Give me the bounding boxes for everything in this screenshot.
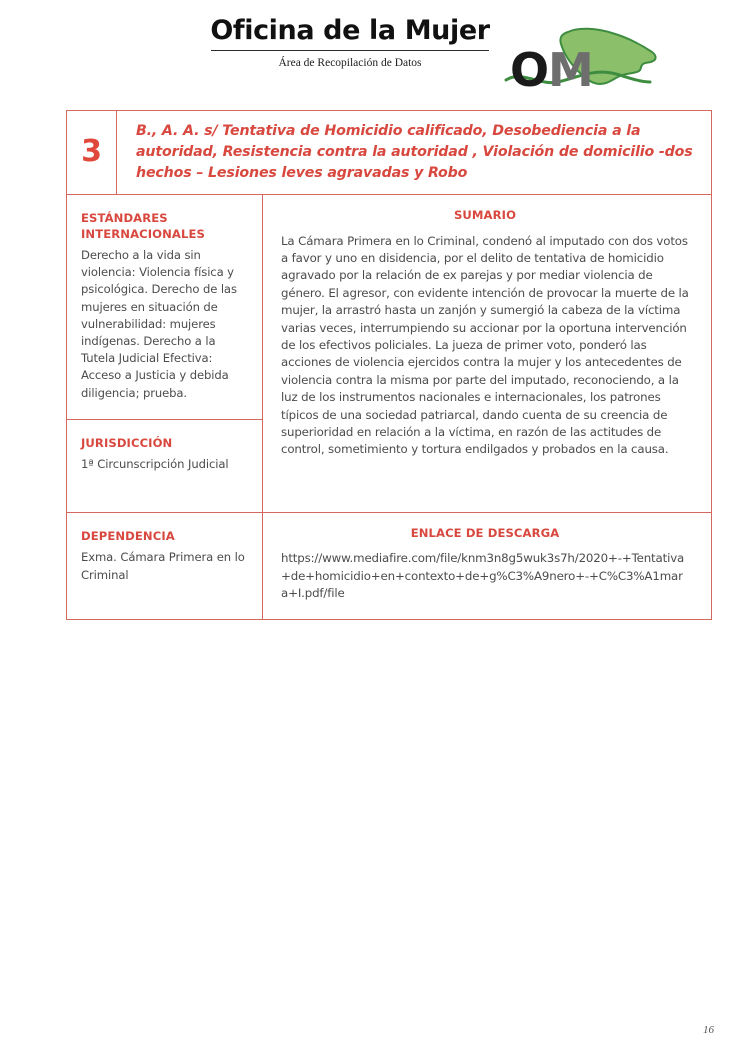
case-title: B., A. A. s/ Tentativa de Homicidio calificado, Desobediencia a la autoridad, Resistencia contra la autoridad , Violación de domicilio -dos hechos – Lesiones leves agravadas y Robo: [136, 123, 693, 181]
case-number: 3: [81, 133, 102, 169]
cell-jurisdiccion: [67, 420, 263, 512]
download-link[interactable]: https://www.mediafire.com/file/knm3n8g5wuk3s7h/2020+-+Tentativa+de+homicidio+en+contexto+de+g%C3%A9nero+-+C%C3%A1mara+I.pdf/file: [281, 551, 685, 601]
sumario-heading: SUMARIO: [453, 208, 517, 222]
jurisdiccion-heading: JURISDICCIÓN: [81, 435, 173, 450]
jurisdiccion-body: 1ª Circunscripción Judicial: [81, 457, 229, 472]
case-record-card: [66, 110, 712, 620]
logo-letter-o: O: [510, 43, 550, 96]
estandares-body: Derecho a la vida sin violencia: Violencia física y psicológica. Derecho de las mujeres en situación de vulnerabilidad: mujeres indígenas. Derecho a la Tutela Judicial Efectiva: Acceso a Justicia y debida diligencia; prueba.: [81, 248, 237, 400]
organization-title: Oficina de la Mujer: [210, 15, 490, 46]
enlace-descarga-heading: ENLACE DE DESCARGA: [410, 525, 560, 540]
masthead-text-block: [205, 14, 495, 71]
om-logo: [500, 24, 660, 96]
cell-sumario: [263, 195, 711, 512]
estandares-heading: ESTÁNDARES INTERNACIONALES: [81, 211, 205, 241]
page-number: 16: [703, 1024, 714, 1036]
sumario-body: La Cámara Primera en lo Criminal, condenó al imputado con dos votos a favor y uno en disidencia, por el delito de tentativa de homicidio agravado por la relación de ex parejas y por mediar violencia de género. El agresor, con evidente intención de provocar la muerte de la mujer, la arrastró hasta un zanjón y sumergió la cabeza de la víctima varias veces, interrumpiendo su accionar por la oportuna intervención de los efectivos policiales. La jueza de primer voto, ponderó las acciones de violencia ejercidos contra la mujer y los antecedentes de violencia contra la misma por parte del imputado, reconociendo, a la luz de los instrumentos nacionales e internacionales, los patrones típicos de una sociedad patriarcal, dando cuenta de su creencia de superioridad en relación a la víctima, en razón de las actitudes de control, sometimiento y tortura endilgados y probados en la causa.: [281, 233, 689, 457]
cell-estandares-internacionales: [67, 195, 263, 420]
organization-subtitle: Área de Recopilación de Datos: [278, 57, 422, 69]
dependencia-heading: DEPENDENCIA: [81, 528, 175, 543]
logo-letter-m: M: [548, 43, 594, 96]
standards-summary-row: [67, 195, 711, 512]
case-title-cell: [117, 111, 711, 194]
masthead-divider: [211, 50, 489, 51]
dependencia-body: Exma. Cámara Primera en lo Criminal: [81, 550, 245, 582]
dependency-link-row: [67, 513, 711, 619]
case-title-row: [67, 111, 711, 195]
page-masthead: [0, 14, 750, 96]
cell-enlace-descarga: [263, 513, 711, 619]
cell-dependencia: [67, 513, 263, 619]
case-number-cell: [67, 111, 117, 194]
